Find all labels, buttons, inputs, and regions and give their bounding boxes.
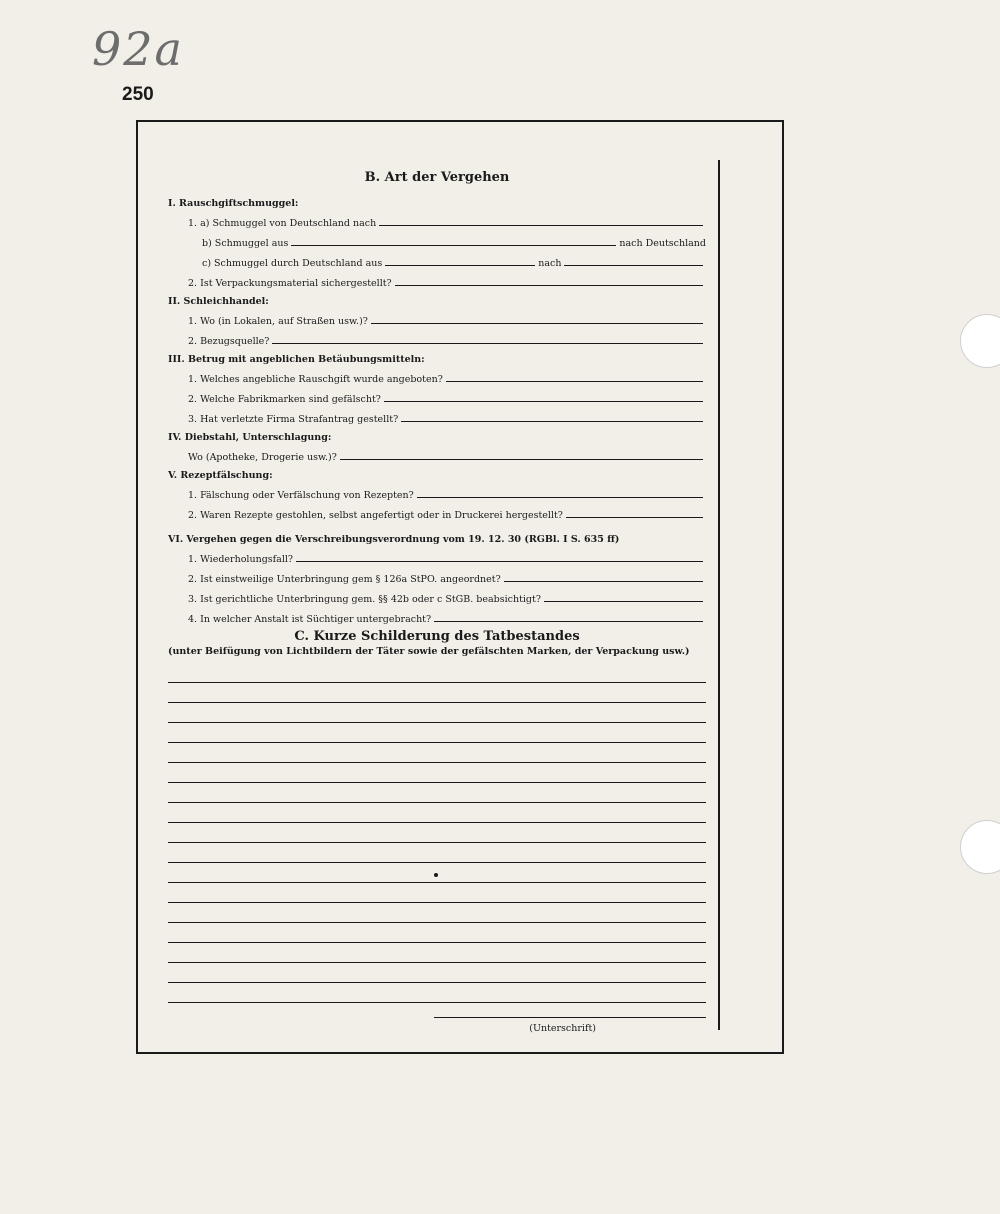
group-heading <box>168 527 706 545</box>
field-label: 1. a) Schmuggel von Deutschland nach <box>188 218 377 229</box>
narrative-line[interactable] <box>168 963 706 983</box>
narrative-line[interactable] <box>168 803 706 823</box>
field-label: 2. Ist einstweilige Unterbringung gem § 126a StPO. angeordnet? <box>188 574 501 585</box>
form-field-row <box>168 481 706 501</box>
form-field-row <box>168 249 706 269</box>
fill-line[interactable] <box>504 581 703 582</box>
fill-line[interactable] <box>434 621 703 622</box>
field-label: 1. Welches angebliche Rauschgift wurde angeboten? <box>188 374 443 385</box>
form-field-row <box>168 545 706 565</box>
group-label: VI. Vergehen gegen die Verschreibungsverordnung vom 19. 12. 30 (RGBl. I S. 635 ff) <box>168 534 620 545</box>
narrative-line[interactable] <box>168 663 706 683</box>
narrative-line[interactable] <box>168 723 706 743</box>
fill-line[interactable] <box>564 265 703 266</box>
form-field-row <box>168 209 706 229</box>
group-heading <box>168 347 706 365</box>
punch-hole-top <box>960 314 1000 368</box>
field-label: 3. Hat verletzte Firma Strafantrag gestellt? <box>188 414 399 425</box>
group-heading <box>168 289 706 307</box>
narrative-line[interactable] <box>168 903 706 923</box>
field-label: 2. Welche Fabrikmarken sind gefälscht? <box>188 394 381 405</box>
field-label: 4. In welcher Anstalt ist Süchtiger untergebracht? <box>188 614 432 625</box>
form-field-row <box>168 585 706 605</box>
fill-line[interactable] <box>296 561 703 562</box>
field-label: 2. Ist Verpackungsmaterial sichergestellt? <box>188 278 392 289</box>
narrative-line[interactable] <box>168 943 706 963</box>
form-field-row <box>168 605 706 625</box>
group-heading <box>168 463 706 481</box>
narrative-lines <box>168 663 706 1003</box>
page-number: 250 <box>122 84 154 105</box>
handwritten-note: 92a <box>92 22 184 76</box>
group-heading <box>168 191 706 209</box>
fill-line[interactable] <box>384 401 703 402</box>
group-heading <box>168 425 706 443</box>
narrative-line[interactable] <box>168 783 706 803</box>
section-c-subtitle: (unter Beifügung von Lichtbildern der Täter sowie der gefälschten Marken, der Verpackung usw.) <box>168 646 690 657</box>
section-c-title: C. Kurze Schilderung des Tatbestandes <box>294 629 580 644</box>
narrative-line[interactable] <box>168 683 706 703</box>
field-label: b) Schmuggel aus <box>202 238 289 249</box>
form-content <box>168 170 706 1047</box>
field-label: 3. Ist gerichtliche Unterbringung gem. §§ 42b oder c StGB. beabsichtigt? <box>188 594 541 605</box>
fill-line[interactable] <box>340 459 703 460</box>
fill-line[interactable] <box>401 421 703 422</box>
group-label: III. Betrug mit angeblichen Betäubungsmitteln: <box>168 354 425 365</box>
form-field-row <box>168 327 706 347</box>
punch-hole-bottom <box>960 820 1000 874</box>
form-field-row <box>168 269 706 289</box>
field-label: c) Schmuggel durch Deutschland aus <box>202 258 383 269</box>
narrative-line[interactable] <box>168 863 706 883</box>
field-mid-label: nach <box>538 258 562 269</box>
narrative-line[interactable] <box>168 763 706 783</box>
group-label: IV. Diebstahl, Unterschlagung: <box>168 432 332 443</box>
frame-vertical-rule <box>718 160 720 1030</box>
form-field-row <box>168 307 706 327</box>
fill-line[interactable] <box>272 343 703 344</box>
signature-line[interactable] <box>434 1017 706 1018</box>
narrative-line[interactable] <box>168 983 706 1003</box>
narrative-line[interactable] <box>168 843 706 863</box>
narrative-line[interactable] <box>168 743 706 763</box>
field-suffix: nach Deutschland <box>619 238 706 249</box>
signature-block <box>168 1007 706 1047</box>
narrative-line[interactable] <box>168 703 706 723</box>
form-field-row <box>168 405 706 425</box>
field-label: 1. Wo (in Lokalen, auf Straßen usw.)? <box>188 316 368 327</box>
field-label: 1. Wiederholungsfall? <box>188 554 294 565</box>
fill-line[interactable] <box>544 601 703 602</box>
narrative-line[interactable] <box>168 823 706 843</box>
form-field-row <box>168 565 706 585</box>
field-label: 2. Bezugsquelle? <box>188 336 270 347</box>
group-label: II. Schleichhandel: <box>168 296 269 307</box>
group-label: I. Rauschgiftschmuggel: <box>168 198 299 209</box>
fill-line[interactable] <box>417 497 703 498</box>
form-field-row <box>168 443 706 463</box>
form-field-row <box>168 501 706 521</box>
narrative-line[interactable] <box>168 923 706 943</box>
field-label: Wo (Apotheke, Drogerie usw.)? <box>188 452 337 463</box>
field-label: 1. Fälschung oder Verfälschung von Rezepten? <box>188 490 414 501</box>
fill-line[interactable] <box>371 323 703 324</box>
narrative-line[interactable] <box>168 883 706 903</box>
fill-line[interactable] <box>291 245 616 246</box>
group-label: V. Rezeptfälschung: <box>168 470 273 481</box>
form-field-row <box>168 229 706 249</box>
signature-label: (Unterschrift) <box>529 1023 596 1034</box>
fill-line[interactable] <box>385 265 535 266</box>
fill-line[interactable] <box>446 381 703 382</box>
fill-line[interactable] <box>566 517 703 518</box>
form-field-row <box>168 385 706 405</box>
field-label: 2. Waren Rezepte gestohlen, selbst angefertigt oder in Druckerei hergestellt? <box>188 510 563 521</box>
section-b-title: B. Art der Vergehen <box>364 170 510 185</box>
fill-line[interactable] <box>395 285 703 286</box>
form-field-row <box>168 365 706 385</box>
fill-line[interactable] <box>379 225 703 226</box>
